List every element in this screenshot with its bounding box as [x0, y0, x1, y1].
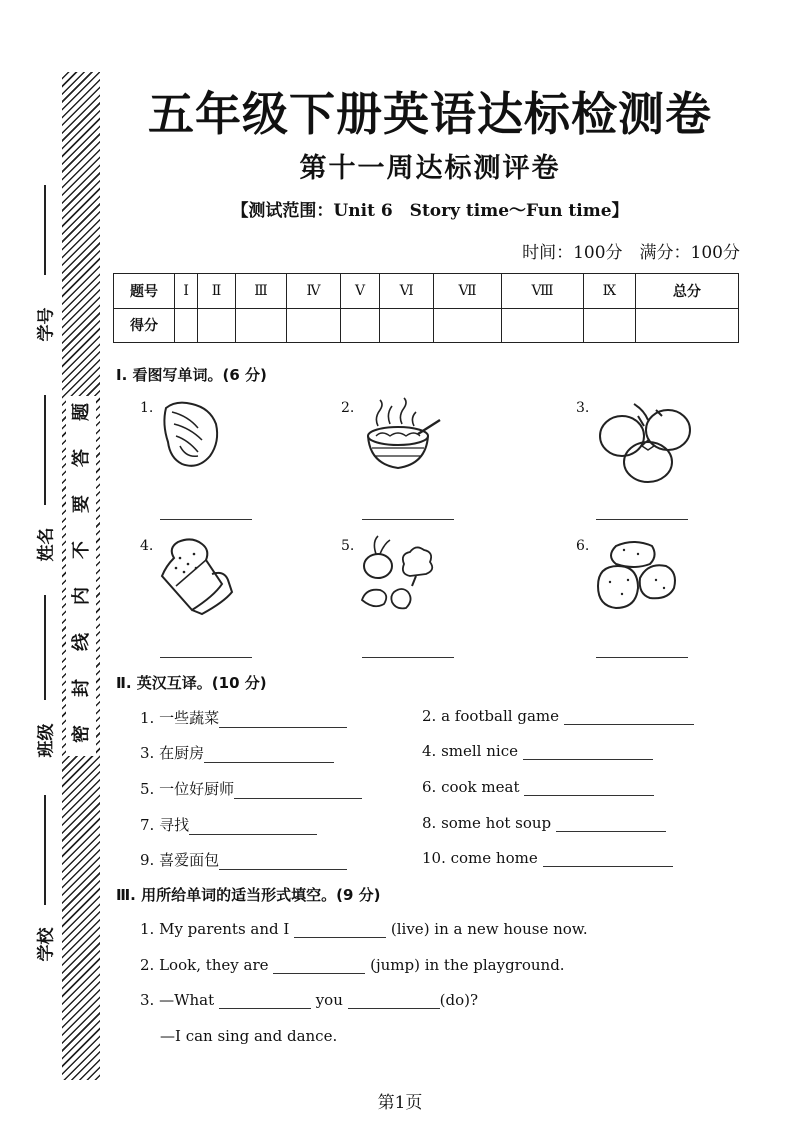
score-cell[interactable]	[584, 308, 636, 343]
question-item	[422, 778, 654, 796]
question-item	[422, 707, 694, 725]
question-text: 4. smell nice	[422, 742, 518, 760]
seal-char: 封	[71, 679, 92, 697]
table-row	[114, 274, 739, 309]
question-text: 1. My parents and I	[140, 920, 290, 938]
section-1-title: Ⅰ. 看图写单词。(6 分)	[116, 366, 267, 384]
answer-blank[interactable]	[273, 958, 365, 974]
answer-text: —I can sing and dance.	[160, 1027, 338, 1045]
question-item	[140, 778, 362, 799]
page-subtitle: 第十一周达标测评卷	[299, 153, 561, 184]
meat-icon	[158, 398, 222, 472]
score-cell[interactable]	[380, 308, 434, 343]
score-cell[interactable]	[198, 308, 235, 343]
question-text: 7. 寻找	[140, 816, 190, 834]
table-row	[114, 308, 739, 343]
answer-blank[interactable]	[564, 709, 694, 725]
table-cell: Ⅷ	[501, 274, 583, 309]
answer-blank[interactable]	[219, 854, 347, 870]
seal-char: 内	[71, 587, 92, 605]
answer-blank[interactable]	[234, 783, 362, 799]
answer-blank[interactable]	[348, 993, 440, 1009]
section-2-title: Ⅱ. 英汉互译。(10 分)	[116, 674, 267, 692]
score-cell[interactable]	[175, 308, 198, 343]
question-text: 6. cook meat	[422, 778, 520, 796]
table-cell: Ⅲ	[235, 274, 287, 309]
time-info: 时间：100分 满分：100分	[522, 243, 740, 263]
question-text: 5. 一位好厨师	[140, 780, 235, 798]
section-3-title: Ⅲ. 用所给单词的适当形式填空。(9 分)	[116, 886, 381, 904]
score-cell[interactable]	[635, 308, 738, 343]
question-text: 8. some hot soup	[422, 814, 552, 832]
question-text: 2. Look, they are	[140, 956, 269, 974]
question-text: 3. —What	[140, 991, 215, 1009]
table-cell: Ⅶ	[434, 274, 502, 309]
answer-blank[interactable]	[219, 993, 311, 1009]
answer-line[interactable]	[596, 657, 688, 658]
table-cell: Ⅸ	[584, 274, 636, 309]
answer-blank[interactable]	[524, 780, 654, 796]
answer-line[interactable]	[160, 657, 252, 658]
question-item	[422, 849, 673, 867]
class-label: 班级	[36, 723, 57, 758]
answer-line[interactable]	[362, 519, 454, 520]
answer-line[interactable]	[362, 657, 454, 658]
tomatoes-icon	[598, 400, 694, 484]
seal-char: 答	[71, 449, 92, 467]
name-line	[44, 395, 46, 505]
question-item	[140, 991, 478, 1009]
seal-char: 密	[71, 725, 92, 743]
school-line	[44, 795, 46, 905]
answer-blank[interactable]	[294, 922, 386, 938]
student-id-label: 学号	[36, 307, 57, 342]
item-number: 2.	[341, 400, 355, 416]
seal-char: 要	[71, 495, 92, 513]
answer-blank[interactable]	[219, 712, 347, 728]
name-label: 姓名	[36, 527, 57, 562]
page-number: 第1页	[377, 1093, 423, 1113]
table-cell: Ⅰ	[175, 274, 198, 309]
question-item	[140, 814, 317, 835]
hot-soup-icon	[362, 400, 444, 476]
bread-icon	[158, 536, 238, 616]
table-cell: 总分	[635, 274, 738, 309]
question-text: 2. a football game	[422, 707, 559, 725]
table-cell: Ⅳ	[287, 274, 340, 309]
student-id-line	[44, 185, 46, 275]
answer-line[interactable]	[160, 519, 252, 520]
score-cell[interactable]	[287, 308, 340, 343]
answer-blank[interactable]	[189, 819, 317, 835]
table-cell: Ⅱ	[198, 274, 235, 309]
answer-blank[interactable]	[543, 851, 673, 867]
vegetables-icon	[358, 534, 438, 616]
question-text: (do)?	[439, 991, 479, 1009]
item-number: 3.	[576, 400, 590, 416]
answer-blank[interactable]	[556, 816, 666, 832]
question-text: (jump) in the playground.	[370, 956, 565, 974]
question-text: 9. 喜爱面包	[140, 851, 220, 869]
page-title: 五年级下册英语达标检测卷	[148, 87, 712, 141]
question-item	[140, 956, 565, 974]
item-number: 1.	[140, 400, 154, 416]
question-text: 1. 一些蔬菜	[140, 709, 220, 727]
potatoes-icon	[594, 536, 680, 612]
question-text: 3. 在厨房	[140, 744, 205, 762]
score-cell[interactable]	[235, 308, 287, 343]
school-label: 学校	[36, 927, 57, 962]
item-number: 6.	[576, 538, 590, 554]
seal-char: 线	[71, 633, 92, 651]
class-line	[44, 595, 46, 700]
question-item	[140, 920, 588, 938]
question-text: (live) in a new house now.	[390, 920, 588, 938]
question-text: you	[315, 991, 343, 1009]
question-item	[422, 742, 653, 760]
score-cell[interactable]	[340, 308, 380, 343]
score-table	[113, 273, 739, 343]
item-number: 4.	[140, 538, 154, 554]
question-item	[140, 707, 347, 728]
answer-blank[interactable]	[523, 744, 653, 760]
question-text: 10. come home	[422, 849, 538, 867]
question-item	[140, 849, 347, 870]
question-item	[422, 814, 666, 832]
seal-char: 不	[71, 541, 92, 559]
score-cell[interactable]	[501, 308, 583, 343]
table-cell: Ⅵ	[380, 274, 434, 309]
table-cell: 题号	[114, 274, 175, 309]
answer-line[interactable]	[596, 519, 688, 520]
seal-char: 题	[71, 403, 92, 421]
answer-blank[interactable]	[204, 747, 334, 763]
item-number: 5.	[341, 538, 355, 554]
table-cell: 得分	[114, 308, 175, 343]
question-item	[140, 742, 334, 763]
test-scope: 【测试范围：Unit 6 Story time～Fun time】	[231, 201, 629, 221]
score-cell[interactable]	[434, 308, 502, 343]
table-cell: Ⅴ	[340, 274, 380, 309]
